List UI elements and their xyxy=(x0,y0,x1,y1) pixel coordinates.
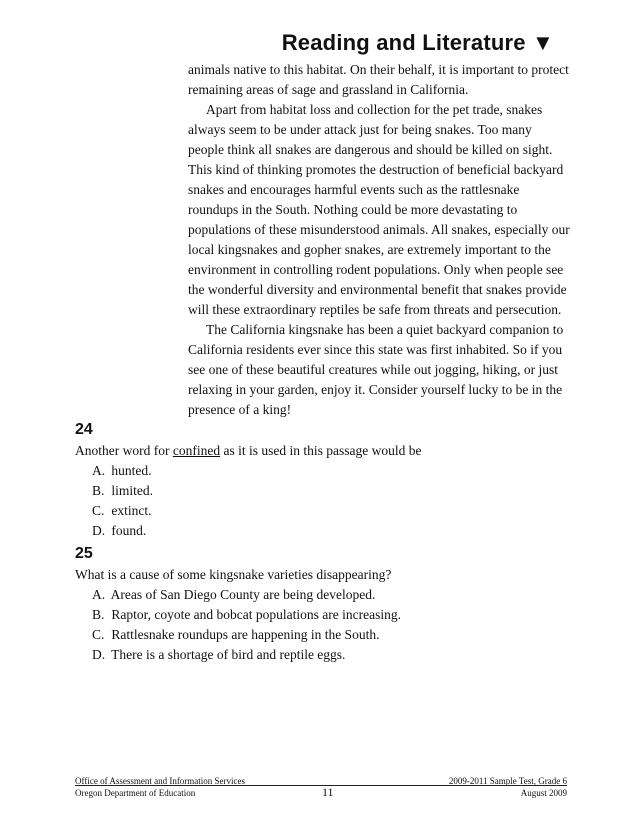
stem-text: Another word for xyxy=(75,443,173,458)
footer-date: August 2009 xyxy=(520,788,567,798)
answer-option-a[interactable] xyxy=(92,585,575,605)
answer-option-b[interactable] xyxy=(92,481,575,501)
passage-paragraph: The California kingsnake has been a quiet backyard companion to California residents ever since this state was first inhabited. So if you see one of these beautiful creatures while out jogging, hiking, or just relaxing in your garden, enjoy it. Consider yourself lucky to be in the presence of a king! xyxy=(188,322,564,417)
option-letter: C. xyxy=(92,627,105,642)
footer-test-name: 2009-2011 Sample Test, Grade 6 xyxy=(448,776,567,786)
option-letter: C. xyxy=(92,503,105,518)
stem-text: as it is used in this passage would be xyxy=(220,443,422,458)
underlined-word: confined xyxy=(172,443,221,458)
page-header-title: Reading and Literature ▼ xyxy=(281,30,554,55)
answer-option-c[interactable] xyxy=(92,625,575,645)
page-number: 11 xyxy=(322,785,334,799)
answer-options xyxy=(75,585,575,665)
question-stem: What is a cause of some kingsnake varieties disappearing? xyxy=(75,567,392,582)
question-24 xyxy=(75,420,575,541)
answer-option-c[interactable] xyxy=(92,501,575,521)
option-letter: B. xyxy=(92,607,105,622)
option-letter: B. xyxy=(92,483,105,498)
passage-paragraph: Apart from habitat loss and collection for the pet trade, snakes always seem to be under attack just for being snakes. Too many people think all snakes are dangerous and should be killed on sight. This kind of thinking promotes the destruction of beneficial backyard snakes and encourages harmful events such as the rattlesnake roundups in the South. Nothing could be more devastating to populations of these misunderstood animals. All snakes, especially our local kingsnakes and gopher snakes, are extremely important to the environment in controlling rodent populations. Only when people see the wonderful diversity and environmental benefit that snakes provide will these extraordinary reptiles be safe from threats and persecution. xyxy=(188,102,570,317)
question-number: 25 xyxy=(75,545,93,562)
option-text: limited. xyxy=(111,483,153,498)
answer-option-d[interactable] xyxy=(92,645,575,665)
footer-divider xyxy=(75,785,567,786)
footer-department: Oregon Department of Education xyxy=(75,788,196,798)
question-stem xyxy=(75,441,575,461)
option-letter: D. xyxy=(92,523,106,538)
option-letter: A. xyxy=(92,463,106,478)
option-text: There is a shortage of bird and reptile eggs. xyxy=(111,647,346,662)
option-letter: D. xyxy=(92,647,106,662)
option-letter: A. xyxy=(92,587,106,602)
question-25 xyxy=(75,544,575,665)
page-footer xyxy=(75,775,567,799)
question-number: 24 xyxy=(75,421,93,438)
reading-passage xyxy=(188,60,570,420)
option-text: found. xyxy=(111,523,147,538)
answer-option-a[interactable] xyxy=(92,461,575,481)
passage-paragraph: animals native to this habitat. On their behalf, it is important to protect remaining areas of sage and grassland in California. xyxy=(188,62,569,97)
option-text: hunted. xyxy=(111,463,152,478)
answer-option-b[interactable] xyxy=(92,605,575,625)
option-text: Areas of San Diego County are being developed. xyxy=(110,587,376,602)
option-text: extinct. xyxy=(111,503,152,518)
answer-options xyxy=(75,461,575,541)
option-text: Raptor, coyote and bobcat populations are increasing. xyxy=(111,607,401,622)
option-text: Rattlesnake roundups are happening in the South. xyxy=(111,627,380,642)
answer-option-d[interactable] xyxy=(92,521,575,541)
footer-office: Office of Assessment and Information Services xyxy=(75,776,246,786)
